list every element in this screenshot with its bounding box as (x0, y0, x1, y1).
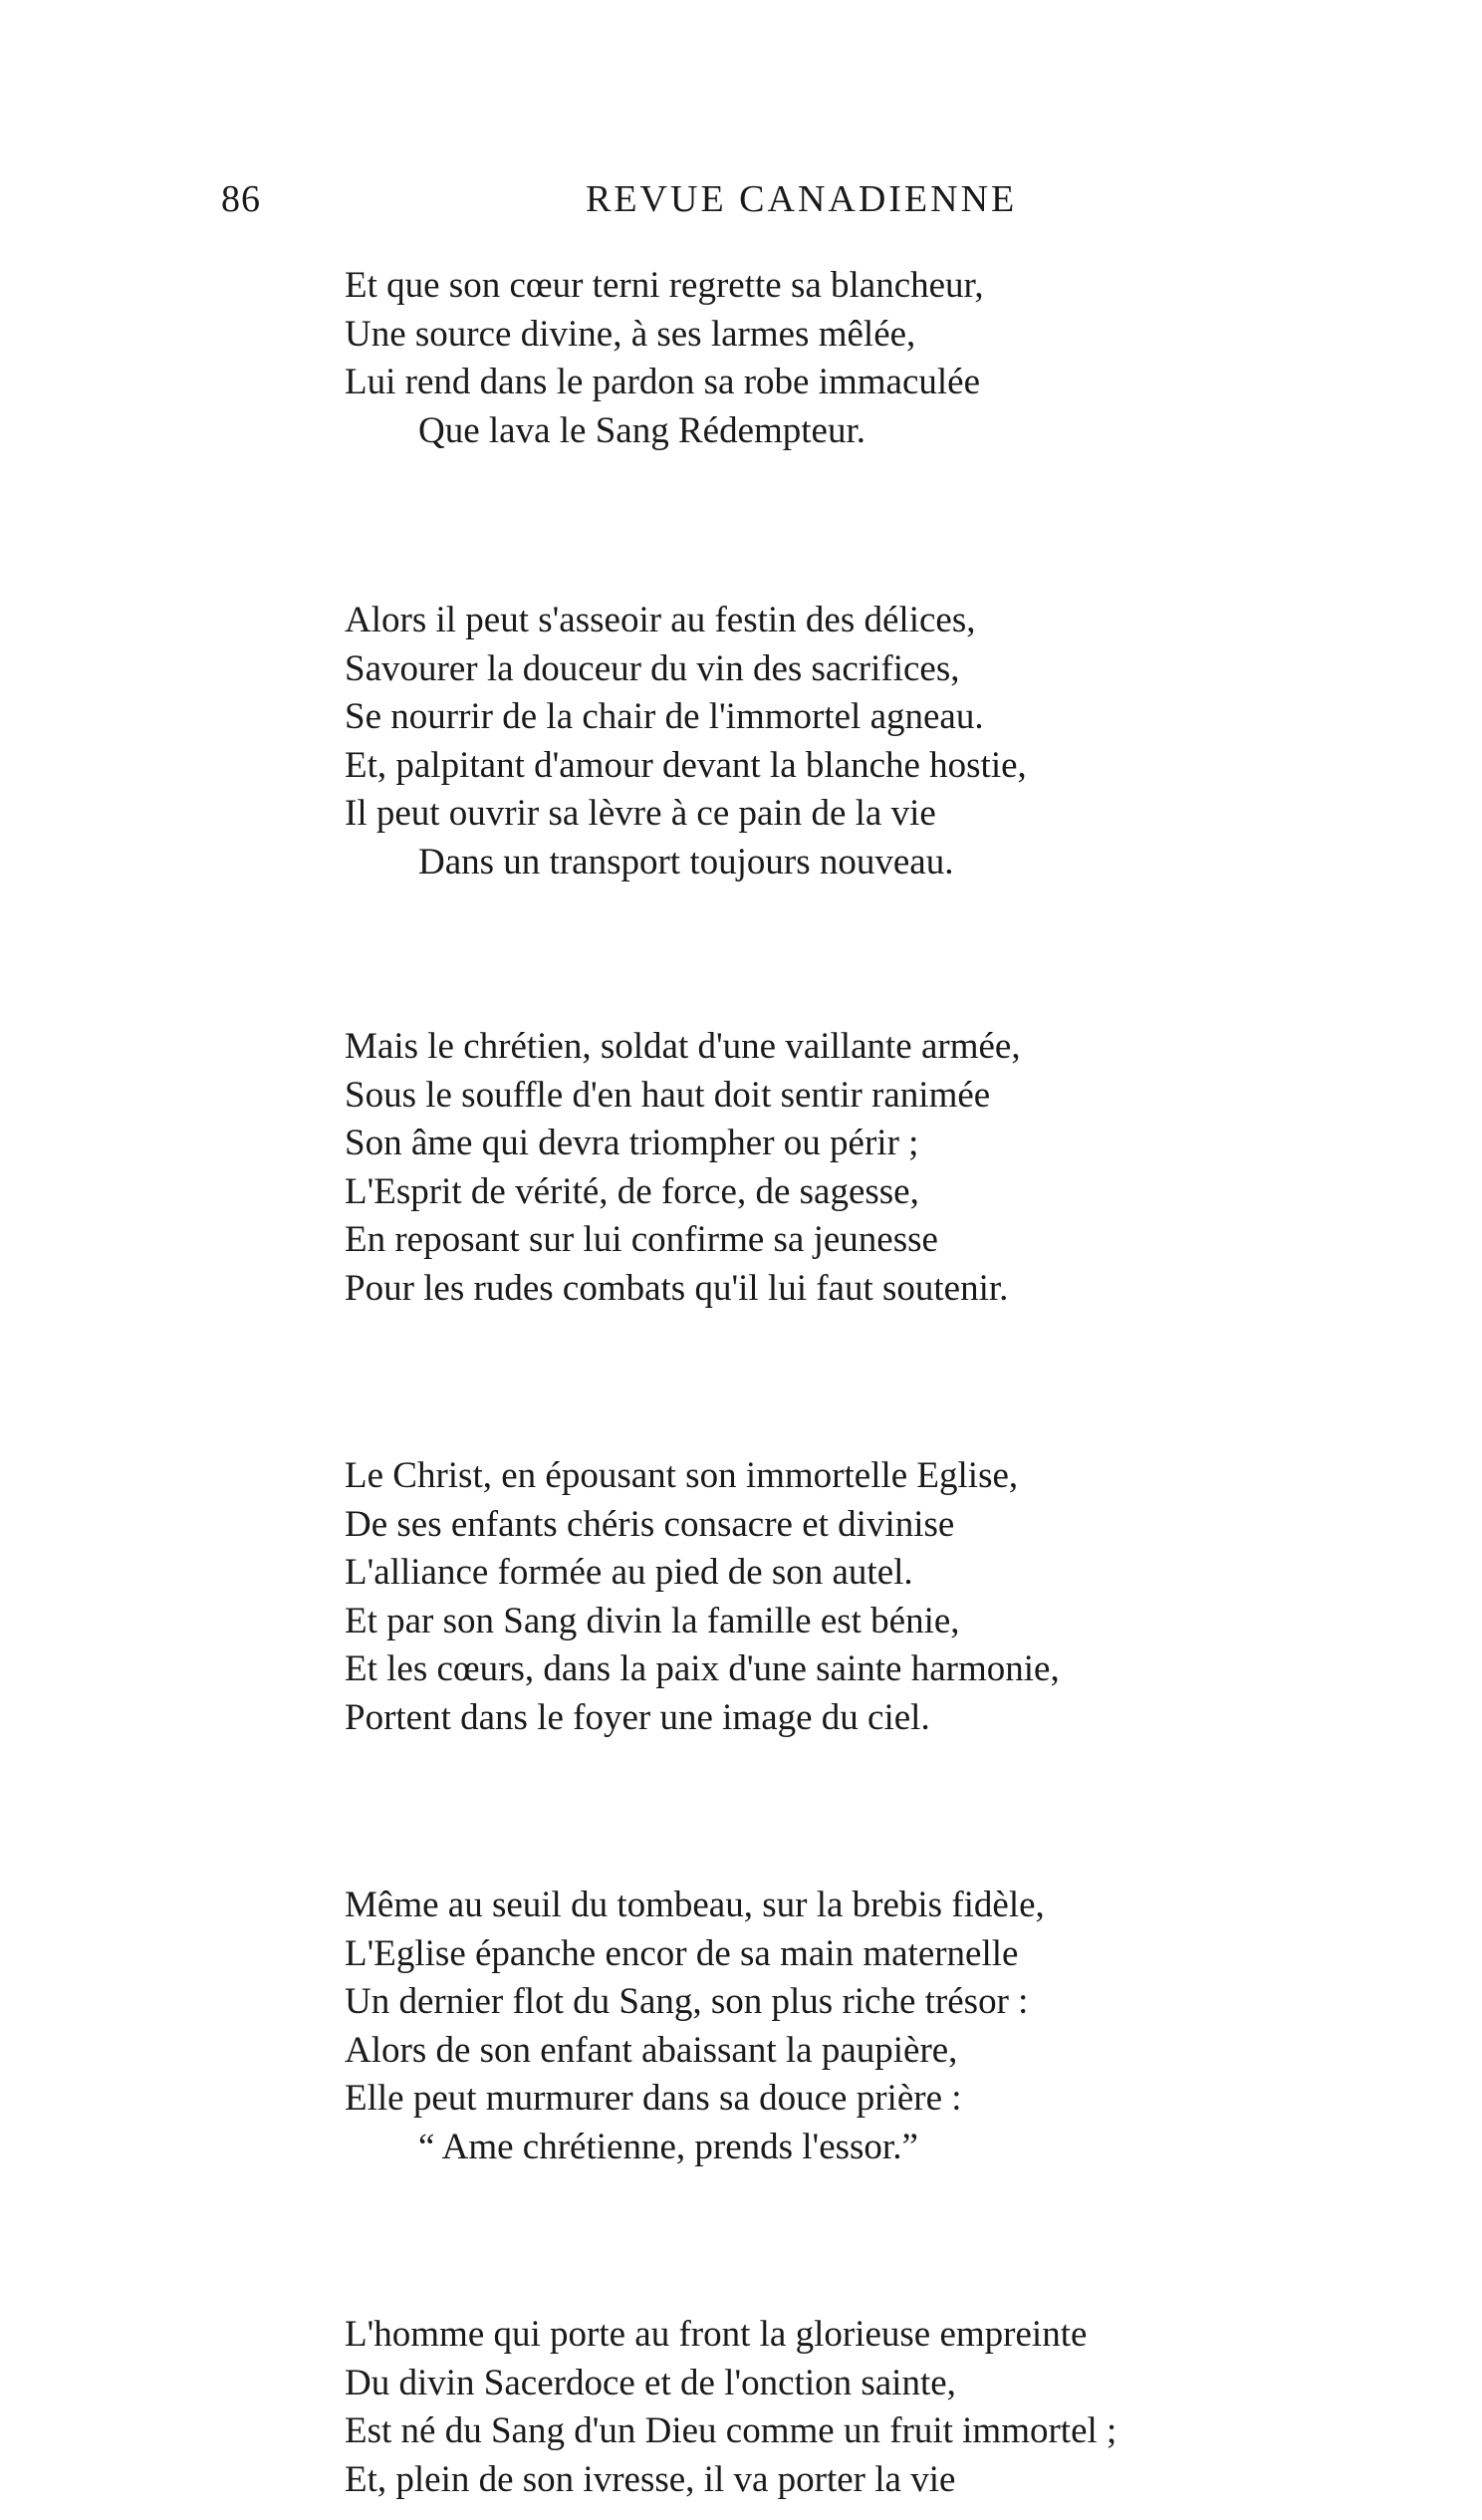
page-number: 86 (221, 178, 261, 220)
verse-line: L'homme qui porte au front la glorieuse empreinte (345, 2314, 1088, 2355)
verse-line: L'Eglise épanche encor de sa main maternelle (345, 1932, 1019, 1974)
verse-line: L'alliance formée au pied de son autel. (345, 1552, 913, 1593)
verse-line: Il peut ouvrir sa lèvre à ce pain de la vie (345, 793, 936, 834)
verse-line: Mais le chrétien, soldat d'une vaillante armée, (345, 1026, 1021, 1067)
stanza-2 (345, 597, 1341, 886)
stanza-1 (345, 262, 1341, 455)
verse-line: Pour les rudes combats qu'il lui faut soutenir. (345, 1267, 1009, 1309)
poem (345, 262, 1341, 2504)
stanza-3 (345, 1023, 1341, 1313)
stanza-break (345, 886, 1341, 1023)
verse-line: Sous le souffle d'en haut doit sentir ranimée (345, 1074, 991, 1116)
verse-line: Du divin Sacerdoce et de l'onction sainte, (345, 2362, 956, 2403)
verse-line: Et par son Sang divin la famille est bénie, (345, 1600, 960, 1641)
verse-line: De ses enfants chéris consacre et divinise (345, 1503, 955, 1545)
verse-line: Un dernier flot du Sang, son plus riche trésor : (345, 1981, 1029, 2022)
verse-line-indented: Dans un transport toujours nouveau. (418, 841, 954, 882)
verse-line: En reposant sur lui confirme sa jeunesse (345, 1219, 938, 1260)
verse-line: Alors il peut s'asseoir au festin des délices, (345, 600, 976, 640)
verse-line: Et, plein de son ivresse, il va porter la vie (345, 2458, 956, 2500)
stanza-break (345, 1742, 1341, 1882)
journal-title: REVUE CANADIENNE (586, 178, 1018, 220)
verse-line: Portent dans le foyer une image du ciel. (345, 1696, 930, 1738)
verse-line: Savourer la douceur du vin des sacrifices, (345, 647, 960, 689)
verse-line: Alors de son enfant abaissant la paupière, (345, 2029, 958, 2071)
verse-line-indented: Que lava le Sang Rédempteur. (418, 409, 866, 451)
verse-line: Et que son cœur terni regrette sa blancheur, (345, 265, 984, 306)
verse-line-indented: “ Ame chrétienne, prends l'essor.” (418, 2126, 918, 2167)
verse-line: L'Esprit de vérité, de force, de sagesse, (345, 1170, 919, 1212)
stanza-4 (345, 1452, 1341, 1742)
verse-line: Le Christ, en épousant son immortelle Eglise, (345, 1455, 1019, 1496)
verse-line: Son âme qui devra triompher ou périr ; (345, 1123, 919, 1163)
verse-line: Est né du Sang d'un Dieu comme un fruit immortel ; (345, 2410, 1117, 2451)
verse-line: Une source divine, à ses larmes mêlée, (345, 313, 916, 355)
verse-line: Elle peut murmurer dans sa douce prière : (345, 2078, 962, 2119)
stanza-break (345, 2171, 1341, 2311)
verse-line: Et, palpitant d'amour devant la blanche hostie, (345, 744, 1027, 786)
stanza-break (345, 1313, 1341, 1452)
verse-line: Et les cœurs, dans la paix d'une sainte harmonie, (345, 1648, 1060, 1689)
stanza-6 (345, 2311, 1341, 2504)
running-head (221, 177, 1048, 237)
verse-line: Se nourrir de la chair de l'immortel agneau. (345, 696, 984, 737)
stanza-5 (345, 1882, 1341, 2171)
verse-line: Même au seuil du tombeau, sur la brebis fidèle, (345, 1885, 1045, 1925)
stanza-break (345, 455, 1341, 597)
verse-line: Lui rend dans le pardon sa robe immaculée (345, 362, 981, 402)
